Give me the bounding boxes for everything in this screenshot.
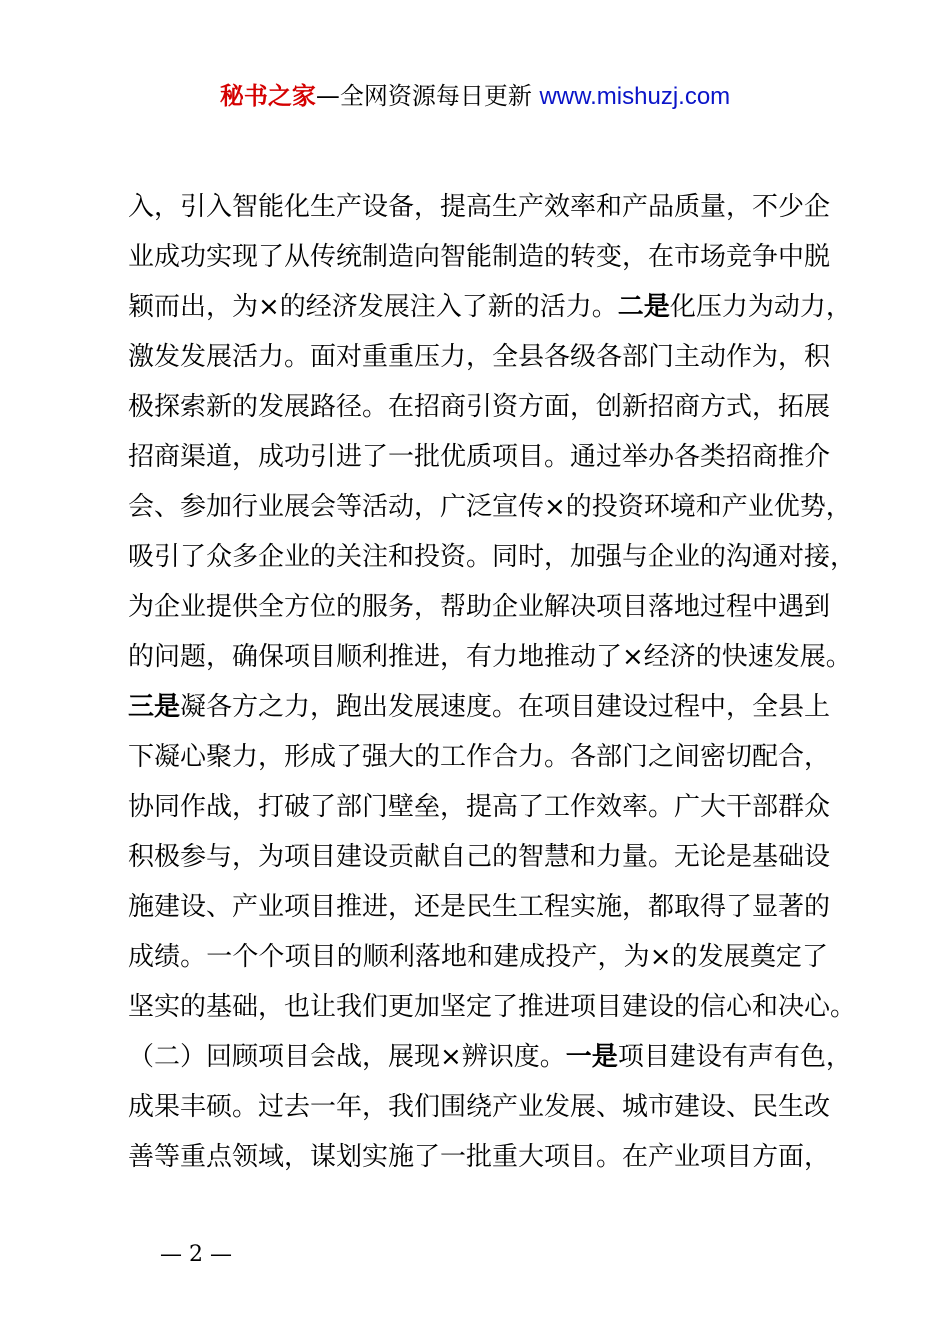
text-line: 会、参加行业展会等活动，广泛宣传×的投资环境和产业优势，	[128, 492, 852, 522]
text-line: 施建设、产业项目推进，还是民生工程实施，都取得了显著的	[128, 892, 831, 922]
text-line: 协同作战，打破了部门壁垒，提高了工作效率。广大干部群众	[128, 792, 831, 822]
emphasis-label: 三是	[128, 692, 181, 722]
text-line: 入，引入智能化生产设备，提高生产效率和产品质量，不少企	[128, 192, 831, 222]
header-tagline: —全网资源每日更新	[315, 82, 540, 110]
text-line: 极探索新的发展路径。在招商引资方面，创新招商方式，拓展	[128, 392, 831, 422]
text-line: （二）回顾项目会战，展现×辨识度。一是项目建设有声有色，	[128, 1042, 852, 1072]
text-line: 成绩。一个个项目的顺利落地和建成投产，为×的发展奠定了	[128, 942, 828, 972]
emphasis-label: 一是	[565, 1042, 618, 1072]
text-line: 成果丰硕。过去一年，我们围绕产业发展、城市建设、民生改	[128, 1092, 831, 1122]
text-line: 吸引了众多企业的关注和投资。同时，加强与企业的沟通对接，	[128, 542, 857, 572]
text-line: 坚实的基础，也让我们更加坚定了推进项目建设的信心和决心。	[128, 992, 857, 1022]
text-line: 的问题，确保项目顺利推进，有力地推动了×经济的快速发展。	[128, 642, 852, 672]
emphasis-label: 二是	[617, 292, 670, 322]
text-line: 善等重点领域，谋划实施了一批重大项目。在产业项目方面，	[128, 1142, 831, 1172]
text-line: 颖而出，为×的经济发展注入了新的活力。二是化压力为动力，	[128, 292, 852, 322]
text-line: 为企业提供全方位的服务，帮助企业解决项目落地过程中遇到	[128, 592, 831, 622]
text-line: 业成功实现了从传统制造向智能制造的转变，在市场竞争中脱	[128, 242, 831, 272]
text-line: 招商渠道，成功引进了一批优质项目。通过举办各类招商推介	[128, 442, 831, 472]
text-line: 三是凝各方之力，跑出发展速度。在项目建设过程中，全县上	[128, 692, 831, 722]
text-line: 积极参与，为项目建设贡献自己的智慧和力量。无论是基础设	[128, 842, 831, 872]
document-body	[128, 182, 857, 1182]
text-line: 激发发展活力。面对重重压力，全县各级各部门主动作为，积	[128, 342, 831, 372]
brand-name: 秘书之家	[219, 82, 316, 110]
site-url-link[interactable]: www.mishuzj.com	[539, 83, 731, 110]
text-line: 下凝心聚力，形成了强大的工作合力。各部门之间密切配合，	[128, 742, 831, 772]
site-header	[0, 80, 950, 113]
page-number: — 2 —	[160, 1242, 232, 1267]
